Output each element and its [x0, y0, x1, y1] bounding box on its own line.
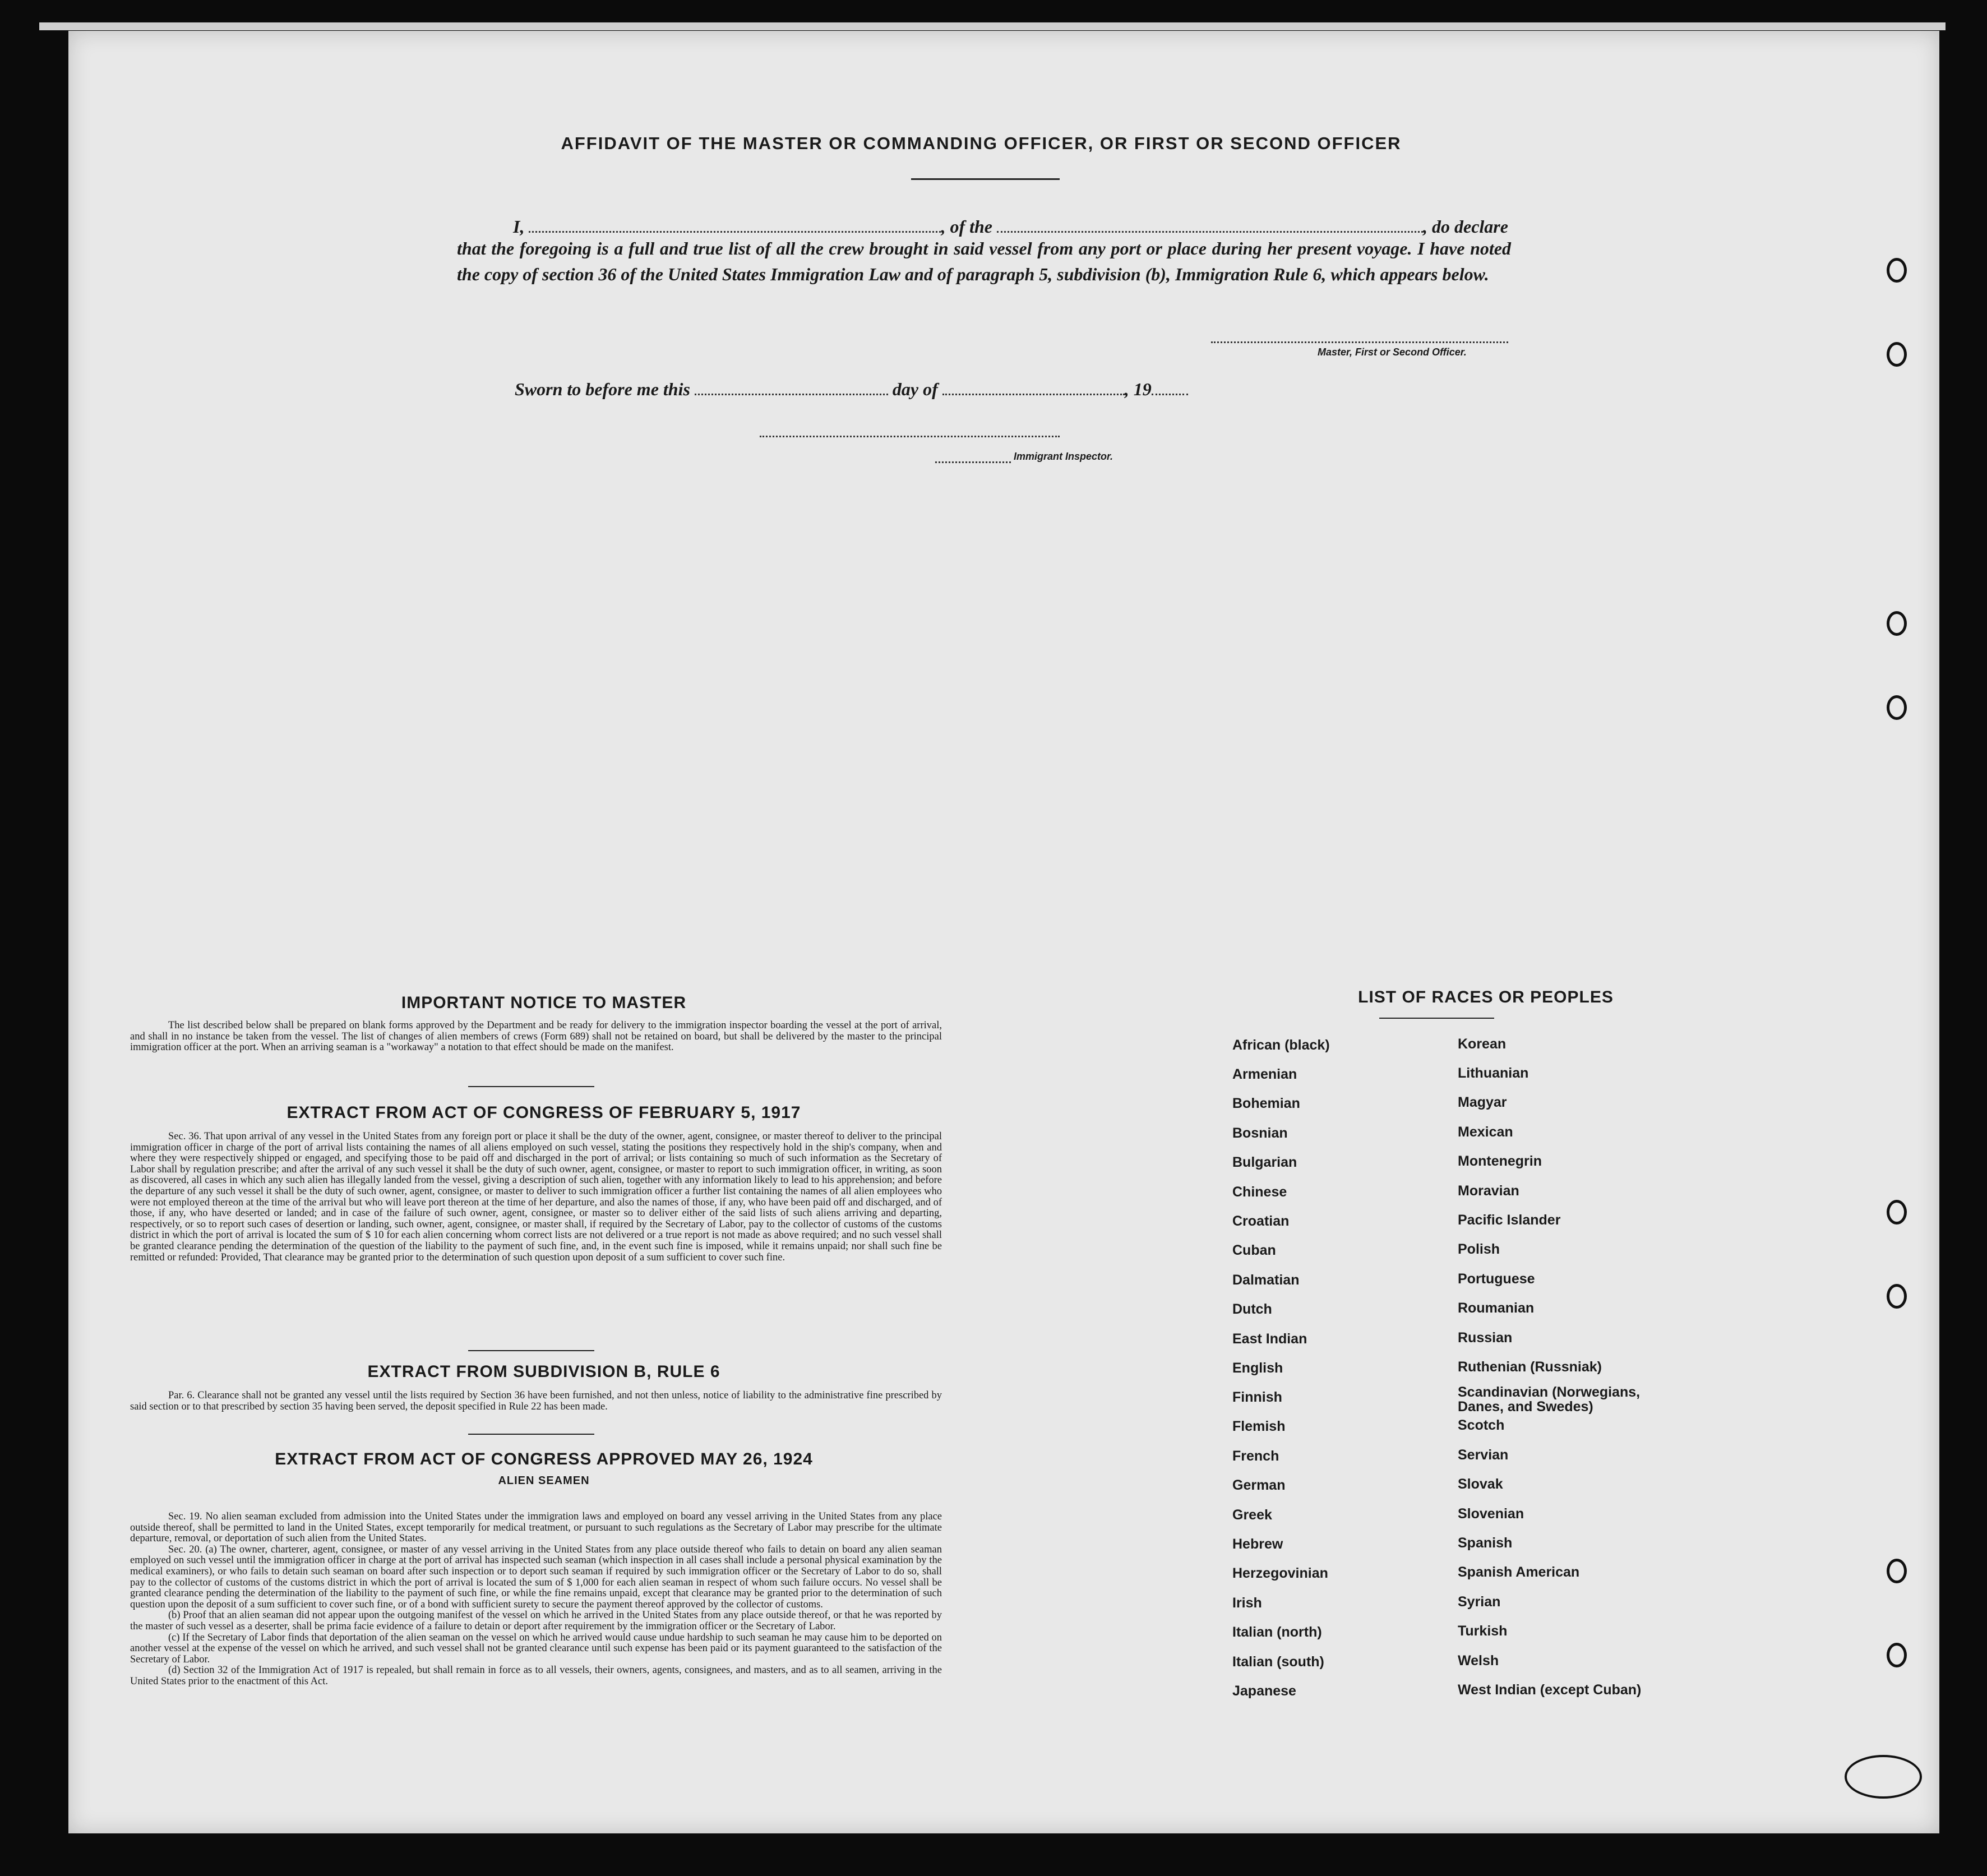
race-item: Italian (south) [1232, 1654, 1324, 1670]
race-item: German [1232, 1477, 1286, 1493]
sworn-day-label: day of [892, 379, 938, 399]
race-item: Mexican [1458, 1124, 1513, 1140]
notice-rule [468, 1086, 594, 1087]
races-title-rule [1379, 1018, 1494, 1019]
inspector-caption: Immigrant Inspector. [1014, 451, 1113, 462]
race-item: Japanese [1232, 1683, 1296, 1699]
race-item: Slovenian [1458, 1506, 1524, 1522]
race-item: Dutch [1232, 1301, 1272, 1317]
race-item: Korean [1458, 1036, 1507, 1052]
race-item: French [1232, 1448, 1279, 1464]
race-item: East Indian [1232, 1331, 1307, 1347]
race-item: Ruthenian (Russniak) [1458, 1359, 1602, 1375]
race-item: Herzegovinian [1232, 1565, 1328, 1581]
race-item: Greek [1232, 1507, 1272, 1523]
sworn-line [515, 379, 1244, 400]
rule6-body: Par. 6. Clearance shall not be granted any vessel until the lists required by Section 36 have been furnished, and not then unless, notice of liability to the administrative fine prescribed by said section or to that prescribed by section 35 having been served, the deposit specified in Rule 22 has been made. [130, 1390, 942, 1412]
sec20c-paragraph: (c) If the Secretary of Labor finds that deportation of the alien seaman on the vessel on which he arrived would cause undue hardship to such seaman he may cause him to be deported on another vessel at the expense of the vessel on which he arrived, and such vessel shall not be granted clearance until such expense has been paid or its payment guaranteed to the satisfaction of the Secretary of Labor. [130, 1632, 942, 1665]
vessel-blank[interactable] [997, 230, 1423, 233]
race-item: Dalmatian [1232, 1272, 1300, 1288]
notice-title: IMPORTANT NOTICE TO MASTER [401, 994, 687, 1012]
race-item: Italian (north) [1232, 1624, 1322, 1640]
sworn-prefix: Sworn to before me this [515, 379, 690, 399]
name-blank[interactable] [529, 230, 941, 233]
officer-signature-line[interactable] [1211, 341, 1508, 343]
sec20a-paragraph: Sec. 20. (a) The owner, charterer, agent, consignee, or master of any vessel arriving in the United States from any place outside thereof who fails to detain on board any alien seaman employed on such vessel until the immigration officer in charge at the port of arrival has inspected such seaman (which inspection in all cases shall include a personal physical examination by the medical examiners), or who fails to detain such seaman on board after such inspection or to deport such seaman if required by such immigration officer or the Secretary of Labor to do so, shall pay to the collector of customs of the customs district in which the port of arrival is located the sum of $ 1,000 for each alien seaman in respect of whom such failure occurs. No vessel shall be granted clearance pending the determination of the liability to the payment of such fine, or while the fine remains unpaid, except that clearance may be granted prior to the determination of such question upon the deposit of a sum sufficient to cover such fine, or of a bond with sufficient surety to secure the payment thereof approved by the collector of customs. [130, 1544, 942, 1610]
extract-1917-title: EXTRACT FROM ACT OF CONGRESS OF FEBRUARY 5, 1917 [287, 1103, 801, 1122]
race-item: Bulgarian [1232, 1154, 1297, 1170]
inspector-signature-line[interactable] [760, 435, 1060, 437]
punch-oval-icon [1845, 1755, 1922, 1799]
sworn-year-blank[interactable] [1152, 393, 1188, 395]
binder-hole-icon [1887, 1200, 1907, 1225]
race-item: Irish [1232, 1595, 1262, 1611]
race-item: Moravian [1458, 1183, 1519, 1199]
extract-1924-title: EXTRACT FROM ACT OF CONGRESS APPROVED MAY 26, 1924 [275, 1450, 813, 1468]
notice-body: The list described below shall be prepared on blank forms approved by the Department and be ready for delivery to the immigration inspector boarding the vessel at the port of arrival, and shall in no instance be taken from the vessel. The list of changes of alien members of crews (Form 689) shall not be retained on board, but shall be delivered by the master to the principal immigration officer at the port. When an arriving seaman is a "workaway" a notation to that effect should be made on the manifest. [130, 1020, 942, 1053]
race-item: Russian [1458, 1330, 1513, 1346]
race-item: West Indian (except Cuban) [1458, 1682, 1642, 1698]
inspector-signature-line-short[interactable] [935, 461, 1011, 463]
race-item: Slovak [1458, 1476, 1503, 1492]
race-item: Armenian [1232, 1066, 1297, 1082]
race-item: Turkish [1458, 1623, 1508, 1639]
race-item: Bohemian [1232, 1096, 1300, 1111]
binder-hole-icon [1887, 1643, 1907, 1667]
extract-1924-body [130, 1512, 942, 1688]
race-item: Roumanian [1458, 1300, 1535, 1316]
officer-signature-caption: Master, First or Second Officer. [1318, 346, 1467, 358]
race-item: Montenegrin [1458, 1153, 1542, 1169]
race-item: Cuban [1232, 1242, 1276, 1258]
race-item: Croatian [1232, 1213, 1290, 1229]
race-item: Portuguese [1458, 1271, 1535, 1287]
sworn-date-blank[interactable] [695, 393, 888, 395]
rule6-title: EXTRACT FROM SUBDIVISION B, RULE 6 [367, 1362, 720, 1381]
binder-hole-icon [1887, 342, 1907, 367]
race-item: Hebrew [1232, 1536, 1283, 1552]
race-item: Servian [1458, 1447, 1509, 1463]
race-item: Scotch [1458, 1417, 1505, 1433]
race-item: African (black) [1232, 1037, 1330, 1053]
paper-top-edge [39, 22, 1946, 30]
extract-1917-body: Sec. 36. That upon arrival of any vessel in the United States from any foreign port or place it shall be the duty of the owner, agent, consignee, or master thereof to deliver to the principal immigration officer in charge of the port of arrival lists containing the names of all aliens employed on such vessel, stating the positions they respectively hold in the ship's company, when and where they were respectively shipped or engaged, and specifying those to be paid off and discharged in the port of arrival; or lists containing so much of such information as the Secretary of Labor shall by regulation prescribe; and after the arrival of any such vessel it shall be the duty of such owner, agent, consignee, or master to report to such immigration officer, in writing, as soon as discovered, all cases in which any such alien has illegally landed from the vessel, giving a description of such alien, together with any information likely to lead to his apprehension; and before the departure of any such vessel it shall be the duty of such owner, agent, consignee, or master to deliver to such immigration officer a further list containing the names of all alien employees who were not employed thereon at the time of the arrival but who will leave port thereon at the time of her departure, and also the names of those, if any, who have been paid off and discharged, and of those, if any, who have deserted or landed; and in case of the failure of such owner, agent, consignee, or master so to deliver either of the said lists of such aliens arriving and departing, respectively, or so to report such cases of desertion or landing, such owner, agent, consignee, or master shall, if required by the Secretary of Labor, pay to the collector of customs of the customs district in which the port of arrival is located the sum of $ 10 for each alien concerning whom correct lists are not delivered or a true report is not made as above required; and no such vessel shall be granted clearance pending the determination of the question of the liability to the payment of such fine, and, in the event such fine is imposed, while it remains unpaid; nor shall such fine be remitted or refunded: Provided, That clearance may be granted prior to the determination of such question upon deposit of a sum sufficient to cover such fine. [130, 1131, 942, 1263]
affidavit-title: AFFIDAVIT OF THE MASTER OR COMMANDING OFFICER, OR FIRST OR SECOND OFFICER [561, 133, 1402, 153]
binder-hole-icon [1887, 611, 1907, 636]
race-item: Flemish [1232, 1418, 1286, 1434]
affidavit-i-label: I, [513, 216, 525, 237]
race-item: Spanish [1458, 1535, 1513, 1551]
races-title: LIST OF RACES OR PEOPLES [1358, 988, 1614, 1006]
race-item: Syrian [1458, 1594, 1501, 1610]
sec19-paragraph: Sec. 19. No alien seaman excluded from admission into the United States under the immigration laws and employed on board any vessel arriving in the United States from any place outside thereof, shall be permitted to land in the United States, except temporarily for medical treatment, or pursuant to such regulations as the Secretary of Labor may prescribe for the ultimate departure, removal, or deportation of such alien from the United States. [130, 1511, 942, 1545]
affidavit-declaration-line [513, 216, 1511, 237]
affidavit-title-rule [911, 178, 1060, 180]
binder-hole-icon [1887, 1559, 1907, 1583]
rule6-rule [468, 1434, 594, 1435]
race-item: Scandinavian (Norwegians, Danes, and Swedes) [1458, 1384, 1641, 1415]
sec20b-paragraph: (b) Proof that an alien seaman did not appear upon the outgoing manifest of the vessel on which he arrived in the United States from any place outside thereof, or that he was reported by the master of such vessel as a deserter, shall be prima facie evidence of a failure to detain or deport after requirement by the immigration officer or the Secretary of Labor. [130, 1610, 942, 1632]
sec20d-paragraph: (d) Section 32 of the Immigration Act of 1917 is repealed, but shall remain in force as to all vessels, their owners, agents, consignees, and masters, and as to all seamen, arriving in the United States prior to the enactment of this Act. [130, 1665, 942, 1687]
binder-hole-icon [1887, 258, 1907, 283]
alien-seamen-subtitle: ALIEN SEAMEN [498, 1475, 590, 1487]
binder-hole-icon [1887, 1284, 1907, 1309]
race-item: Welsh [1458, 1653, 1499, 1669]
race-item: Finnish [1232, 1389, 1282, 1405]
sworn-year-label: , 19 [1124, 379, 1152, 399]
affidavit-of-the-label: , of the [941, 216, 992, 237]
affidavit-paragraph: that the foregoing is a full and true list of all the crew brought in said vessel from any port or place during her present voyage. I have noted the copy of section 36 of the United States Immigration Law and of paragraph 5, subdivision (b), Immigration Rule 6, which appears below. [457, 238, 1511, 284]
race-item: Pacific Islander [1458, 1212, 1561, 1228]
race-item: Spanish American [1458, 1564, 1580, 1580]
binder-hole-icon [1887, 695, 1907, 720]
race-item: Bosnian [1232, 1125, 1288, 1141]
affidavit-declare-label: , do declare [1423, 216, 1508, 237]
race-item: English [1232, 1360, 1283, 1376]
sworn-month-blank[interactable] [942, 393, 1125, 395]
race-item: Chinese [1232, 1184, 1287, 1200]
race-item: Magyar [1458, 1094, 1507, 1110]
race-item: Polish [1458, 1241, 1500, 1257]
extract-1917-rule [468, 1350, 594, 1351]
race-item: Lithuanian [1458, 1065, 1529, 1081]
